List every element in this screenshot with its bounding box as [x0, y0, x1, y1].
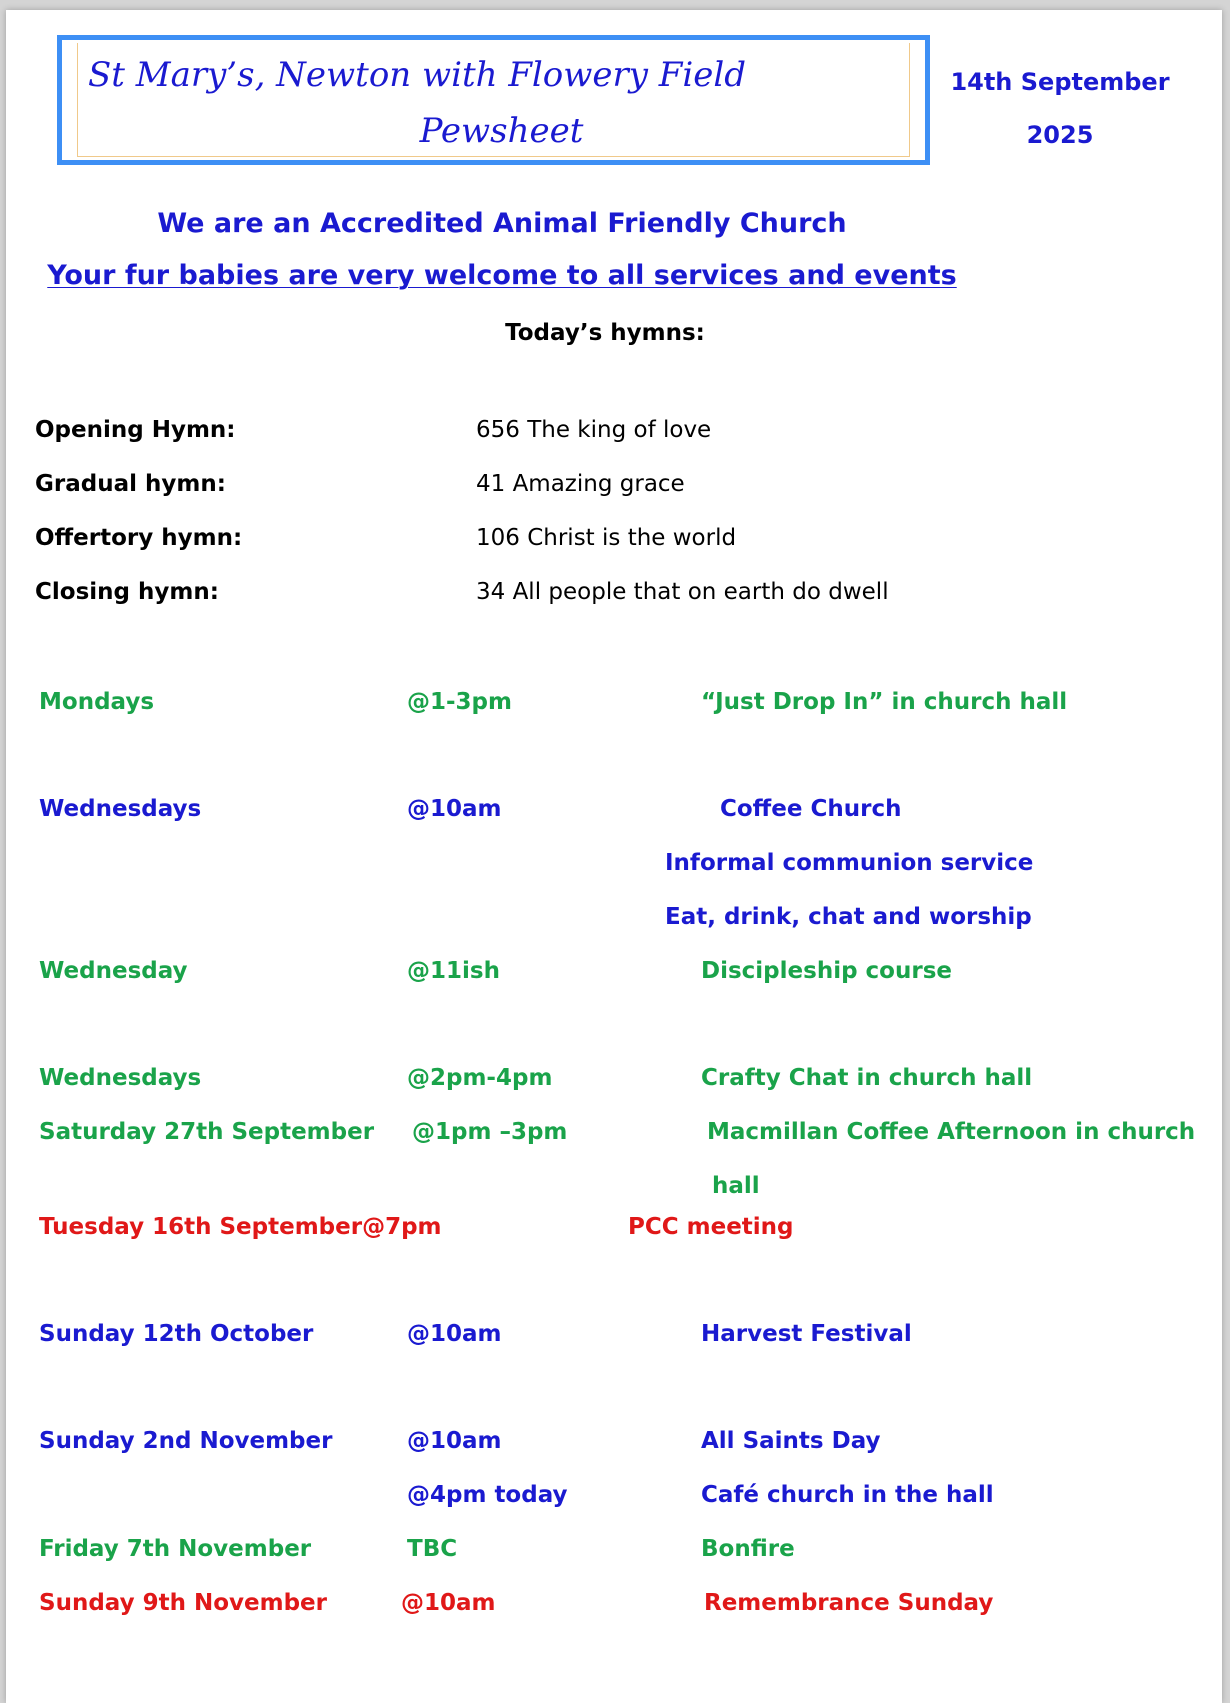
hymn-value: 656 The king of love [476, 417, 712, 443]
event-description: Informal communion service [665, 850, 1034, 876]
event-description: Crafty Chat in church hall [701, 1065, 1033, 1091]
hymn-label: Opening Hymn: [35, 417, 236, 443]
event-time: @10am [401, 1590, 496, 1616]
event-description: Coffee Church [720, 796, 902, 822]
hymn-row [6, 473, 1222, 503]
event-time: TBC [407, 1536, 458, 1562]
hymn-label: Gradual hymn: [35, 471, 226, 497]
hymn-label: Offertory hymn: [35, 525, 243, 551]
event-description: Remembrance Sunday [704, 1590, 994, 1616]
event-description: All Saints Day [701, 1428, 881, 1454]
event-day: Wednesdays [39, 1065, 202, 1091]
event-description: Discipleship course [701, 958, 952, 984]
hymn-value: 34 All people that on earth do dwell [476, 579, 889, 605]
event-day: Tuesday 16th September@7pm [39, 1214, 442, 1240]
event-day: Sunday 12th October [39, 1321, 314, 1347]
animal-friendly-banner: We are an Accredited Animal Friendly Church [157, 208, 847, 239]
event-time: @10am [407, 1428, 502, 1454]
hymn-row [6, 419, 1222, 449]
event-time: @10am [407, 796, 502, 822]
event-description: PCC meeting [628, 1214, 794, 1240]
event-day: Wednesday [39, 958, 188, 984]
event-time: @4pm today [407, 1482, 568, 1508]
hymns-heading: Today’s hymns: [505, 320, 705, 346]
pewsheet-page [6, 10, 1222, 1703]
document-title: Pewsheet [419, 111, 584, 151]
event-time: @11ish [407, 958, 500, 984]
hymn-value: 106 Christ is the world [476, 525, 737, 551]
event-description: Café church in the hall [701, 1482, 994, 1508]
event-day: Friday 7th November [39, 1536, 312, 1562]
event-time: @1pm –3pm [412, 1119, 568, 1145]
church-name: St Mary’s, Newton with Flowery Field [88, 55, 746, 95]
event-time: @1-3pm [407, 689, 512, 715]
event-day: Wednesdays [39, 796, 202, 822]
event-description: Eat, drink, chat and worship [665, 904, 1032, 930]
date-year: 2025 [1026, 121, 1094, 149]
hymn-value: 41 Amazing grace [476, 471, 685, 497]
event-time: @2pm-4pm [407, 1065, 553, 1091]
event-description: Macmillan Coffee Afternoon in church [707, 1119, 1196, 1145]
event-description: hall [712, 1173, 760, 1199]
event-description: “Just Drop In” in church hall [701, 689, 1068, 715]
hymn-row [6, 581, 1222, 611]
hymn-label: Closing hymn: [35, 579, 219, 605]
event-day: Sunday 2nd November [39, 1428, 333, 1454]
date-day-month: 14th September [950, 68, 1170, 96]
event-description: Bonfire [701, 1536, 795, 1562]
fur-babies-banner: Your fur babies are very welcome to all services and events [47, 260, 957, 291]
event-description: Harvest Festival [701, 1321, 912, 1347]
event-day: Saturday 27th September [39, 1119, 375, 1145]
event-day: Sunday 9th November [39, 1590, 327, 1616]
event-day: Mondays [39, 689, 155, 715]
hymn-row [6, 527, 1222, 557]
event-time: @10am [407, 1321, 502, 1347]
